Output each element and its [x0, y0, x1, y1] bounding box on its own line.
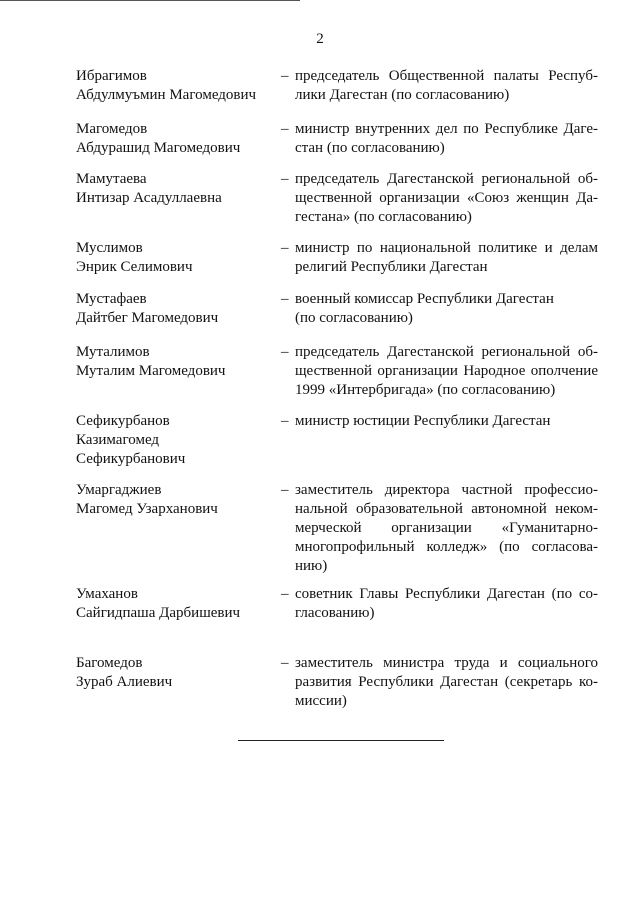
- dash-separator: –: [281, 291, 289, 307]
- member-given-names: Сайгидпаша Дарбишевич: [76, 605, 241, 621]
- role-line: министр по национальной политике и делам: [295, 240, 598, 256]
- role-line: щественной организации «Союз женщин Да-: [295, 190, 598, 206]
- dash-separator: –: [281, 586, 289, 602]
- role-line: мерческой организации «Гуманитарно-: [295, 520, 598, 536]
- role-line: министр внутренних дел по Республике Даге-: [295, 121, 598, 137]
- member-given-names: Казимагомед: [76, 432, 160, 448]
- top-rule: [0, 0, 300, 1]
- role-line: нальной образовательной автономной неком-: [295, 501, 598, 517]
- member-given-names: Магомед Узарханович: [76, 501, 218, 517]
- member-surname: Магомедов: [76, 121, 148, 137]
- member-name: [76, 481, 276, 519]
- member-role: [295, 67, 598, 105]
- role-line: председатель Дагестанской региональной об-: [295, 344, 598, 360]
- role-line: стан (по согласованию): [295, 140, 445, 156]
- member-role: [295, 120, 598, 158]
- dash-separator: –: [281, 121, 289, 137]
- member-given-names: Зураб Алиевич: [76, 674, 173, 690]
- dash-separator: –: [281, 482, 289, 498]
- role-line: заместитель министра труда и социального: [295, 655, 598, 671]
- member-surname: Муталимов: [76, 344, 150, 360]
- end-of-list-rule: [238, 740, 444, 741]
- member-name: [76, 239, 276, 277]
- member-name: [76, 585, 276, 623]
- member-name: [76, 654, 276, 692]
- dash-separator: –: [281, 413, 289, 429]
- role-line: развития Республики Дагестан (секретарь ко-: [295, 674, 598, 690]
- member-role: [295, 290, 598, 328]
- role-line: (по согласованию): [295, 310, 413, 326]
- member-surname: Багомедов: [76, 655, 143, 671]
- member-name: [76, 290, 276, 328]
- role-line: щественной организации Народное ополчение: [295, 363, 598, 379]
- member-patronymic: Сефикурбанович: [76, 451, 186, 467]
- role-line: заместитель директора частной профессио-: [295, 482, 598, 498]
- member-role: [295, 343, 598, 400]
- member-given-names: Дайтбег Магомедович: [76, 310, 219, 326]
- member-name: [76, 343, 276, 381]
- member-surname: Мамутаева: [76, 171, 147, 187]
- member-role: [295, 239, 598, 277]
- member-given-names: Интизар Асадуллаевна: [76, 190, 222, 206]
- role-line: министр юстиции Республики Дагестан: [295, 413, 551, 429]
- member-surname: Сефикурбанов: [76, 413, 170, 429]
- member-surname: Умаргаджиев: [76, 482, 162, 498]
- role-line: военный комиссар Республики Дагестан: [295, 291, 554, 307]
- member-given-names: Абдурашид Магомедович: [76, 140, 241, 156]
- role-line: председатель Общественной палаты Респуб-: [295, 68, 598, 84]
- role-line: 1999 «Интербригада» (по согласованию): [295, 382, 556, 398]
- role-line: многопрофильный колледж» (по согласова-: [295, 539, 598, 555]
- member-name: [76, 170, 276, 208]
- role-line: председатель Дагестанской региональной об-: [295, 171, 598, 187]
- member-given-names: Муталим Магомедович: [76, 363, 226, 379]
- member-role: [295, 585, 598, 623]
- role-line: советник Главы Республики Дагестан (по со-: [295, 586, 598, 602]
- member-surname: Мустафаев: [76, 291, 147, 307]
- dash-separator: –: [281, 240, 289, 256]
- role-line: нию): [295, 558, 328, 574]
- member-given-names: Абдулмуъмин Магомедович: [76, 87, 257, 103]
- dash-separator: –: [281, 68, 289, 84]
- member-name: [76, 120, 276, 158]
- member-role: [295, 654, 598, 711]
- member-given-names: Энрик Селимович: [76, 259, 193, 275]
- role-line: лики Дагестан (по согласованию): [295, 87, 510, 103]
- member-surname: Умаханов: [76, 586, 138, 602]
- member-surname: Муслимов: [76, 240, 143, 256]
- member-name: [76, 412, 276, 469]
- page-number: 2: [316, 31, 324, 47]
- role-line: религий Республики Дагестан: [295, 259, 488, 275]
- dash-separator: –: [281, 171, 289, 187]
- role-line: гласованию): [295, 605, 375, 621]
- member-role: [295, 412, 598, 431]
- dash-separator: –: [281, 655, 289, 671]
- role-line: гестана» (по согласованию): [295, 209, 472, 225]
- member-role: [295, 170, 598, 227]
- member-name: [76, 67, 276, 105]
- member-surname: Ибрагимов: [76, 68, 147, 84]
- dash-separator: –: [281, 344, 289, 360]
- role-line: миссии): [295, 693, 347, 709]
- member-role: [295, 481, 598, 576]
